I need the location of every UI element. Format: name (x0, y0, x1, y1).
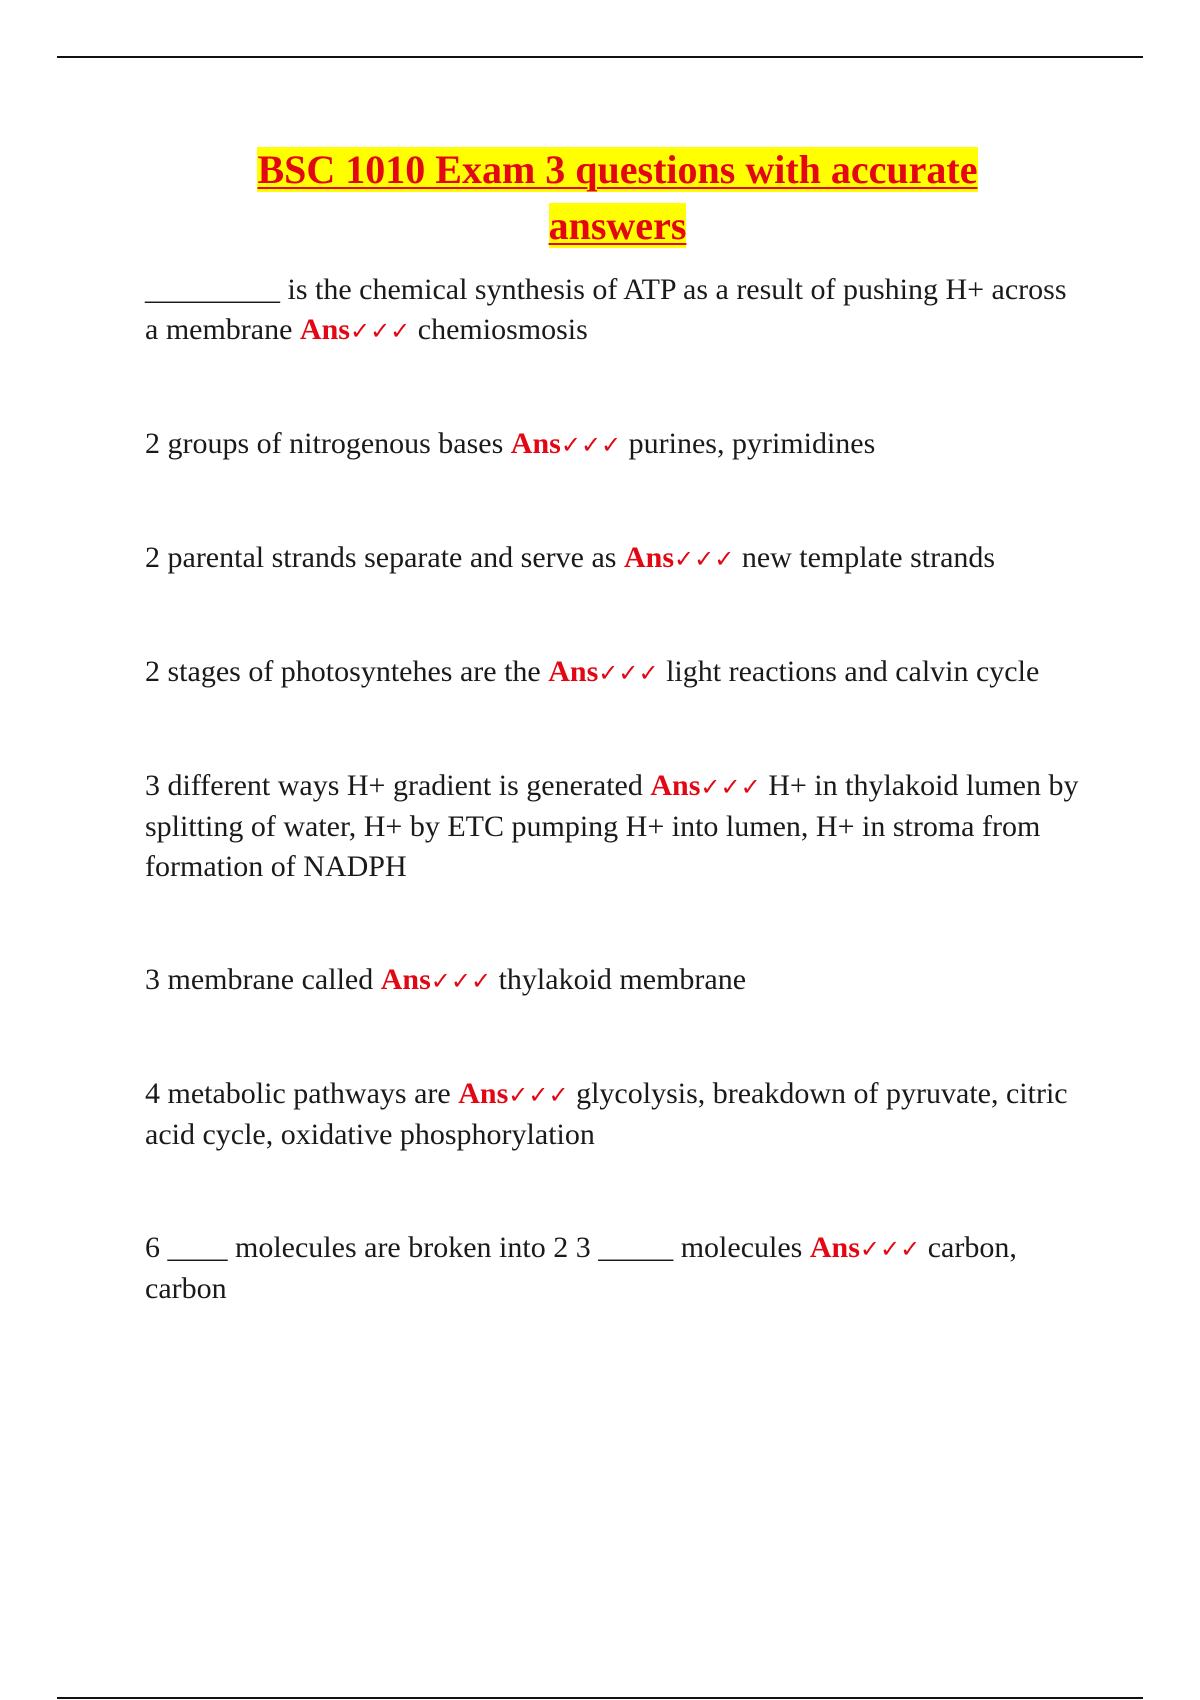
answer-marker: Ans (809, 1231, 860, 1264)
qa-item (145, 424, 1085, 465)
qa-item (145, 1074, 1085, 1155)
answer-marker: Ans (458, 1077, 509, 1110)
answer-text: H+ in thylakoid lumen by splitting of water, H+ by ETC pumping H+ into lumen, H+ in stroma from formation of NADPH (145, 769, 1079, 883)
question-text: 2 groups of nitrogenous bases (145, 427, 504, 460)
answer-marker: Ans (510, 427, 561, 460)
answer-marker: Ans (299, 313, 350, 346)
question-text: 3 different ways H+ gradient is generated (145, 769, 643, 802)
question-text: 4 metabolic pathways are (145, 1077, 451, 1110)
qa-item (145, 270, 1085, 351)
answer-text: light reactions and calvin cycle (666, 655, 1040, 688)
answer-marker: Ans (623, 541, 674, 574)
question-text: 6 ____ molecules are broken into 2 3 _____ molecules (145, 1231, 803, 1264)
footer-rule (57, 1697, 1143, 1699)
answer-text: carbon, carbon (145, 1231, 1017, 1305)
document-title (140, 142, 1095, 254)
answer-text: purines, pyrimidines (628, 427, 876, 460)
question-text: 2 parental strands separate and serve as (145, 541, 617, 574)
check-marks-icon: ✓✓✓ (598, 659, 659, 687)
question-text: 3 membrane called (145, 963, 374, 996)
answer-marker: Ans (380, 963, 431, 996)
answer-text: chemiosmosis (417, 313, 588, 346)
check-marks-icon: ✓✓✓ (859, 1235, 921, 1263)
answer-text: new template strands (741, 541, 996, 574)
qa-item (145, 1228, 1085, 1309)
answer-text: glycolysis, breakdown of pyruvate, citric acid cycle, oxidative phosphorylation (145, 1077, 1068, 1151)
question-text: 2 stages of photosyntehes are the (145, 655, 541, 688)
qa-list (145, 270, 1085, 1309)
header-rule (57, 56, 1143, 58)
qa-item (145, 766, 1085, 887)
check-marks-icon: ✓✓✓ (700, 773, 761, 801)
answer-marker: Ans (548, 655, 599, 688)
qa-item (145, 652, 1085, 693)
check-marks-icon: ✓✓✓ (674, 545, 735, 573)
qa-item (145, 960, 1085, 1001)
check-marks-icon: ✓✓✓ (508, 1081, 569, 1109)
qa-item (145, 538, 1085, 579)
question-text: _________ is the chemical synthesis of ATP as a result of pushing H+ across a membrane (145, 273, 1067, 346)
check-marks-icon: ✓✓✓ (349, 317, 411, 345)
answer-marker: Ans (650, 769, 701, 802)
title-line-2: answers (548, 203, 687, 248)
check-marks-icon: ✓✓✓ (430, 967, 492, 995)
answer-text: thylakoid membrane (498, 963, 747, 996)
title-line-1: BSC 1010 Exam 3 questions with accurate (257, 147, 978, 192)
check-marks-icon: ✓✓✓ (560, 431, 622, 459)
